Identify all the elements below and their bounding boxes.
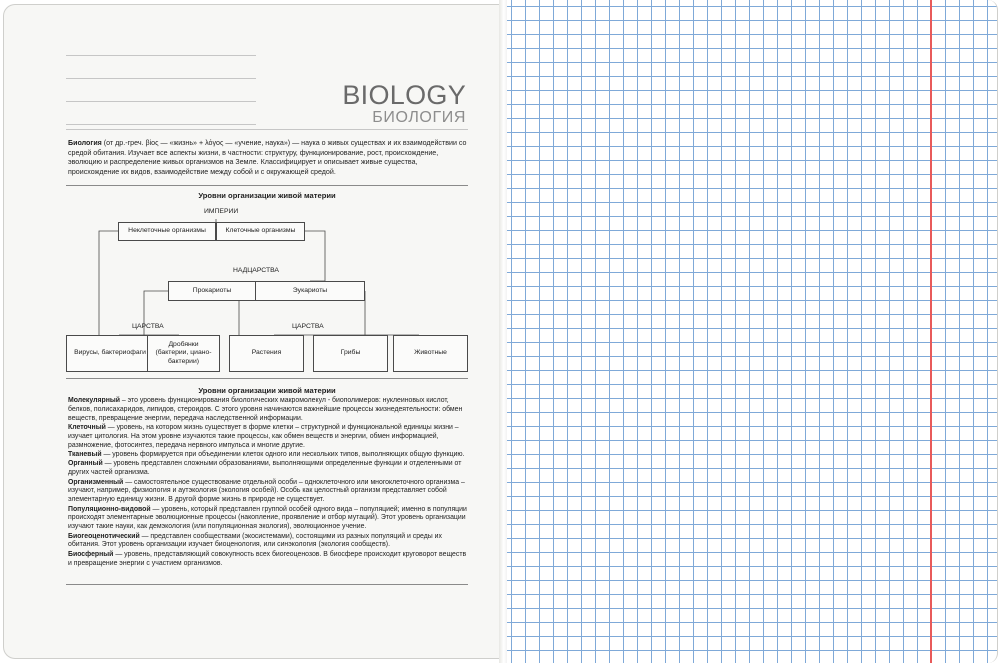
list-item bbox=[68, 451, 468, 460]
diagram-title: Уровни организации живой материи bbox=[198, 191, 336, 200]
kingdoms-label: ЦАРСТВА bbox=[132, 323, 164, 330]
title-en: BIOLOGY bbox=[342, 80, 466, 110]
level-term: Тканевый bbox=[68, 450, 102, 458]
intro-term: Биология bbox=[68, 139, 102, 147]
superkingdoms-label: НАДЦАРСТВА bbox=[233, 267, 279, 274]
title-ru: БИОЛОГИЯ bbox=[372, 109, 466, 126]
level-term: Клеточный bbox=[68, 423, 106, 431]
levels-list bbox=[68, 397, 468, 569]
list-item bbox=[68, 397, 468, 423]
superkingdom-box-prokaryotes: Прокариоты bbox=[168, 281, 256, 301]
kingdom-box-fungi: Грибы bbox=[313, 335, 388, 372]
level-text: — представлен сообществами (экосистемами), состоящими из разных популяций и среды их обитания. Этот уровень организации изучает биоценология, или синэкология (экология сообществ). bbox=[68, 532, 442, 549]
kingdom-box-viruses: Вирусы, бактериофаги bbox=[66, 335, 154, 372]
level-term: Организменный bbox=[68, 478, 124, 486]
level-text: — уровень формируется при объединении клеток одного или нескольких типов, выполняющих общую функцию. bbox=[101, 450, 465, 458]
section-divider bbox=[66, 584, 468, 585]
level-term: Биосферный bbox=[68, 550, 114, 558]
kingdom-box-bacteria: Дробянки (бактерии, циано-бактерии) bbox=[147, 335, 220, 372]
intro-text: (от др.-греч. βίος — «жизнь» + λόγος — «учение, наука») — наука о живых существах и их взаимодействии со средой обитания. Изучает все аспекты жизни, в частности: структуру, функционирование, рост, происхождение, эволюцию и распределение живых организмов на Земле. Классифицирует и описывает живые существа, происхождение их видов, взаимодействие между собой и с окружающей средой. bbox=[68, 139, 467, 176]
list-item bbox=[68, 460, 468, 478]
level-term: Молекулярный bbox=[68, 397, 120, 404]
superkingdom-box-eukaryotes: Эукариоты bbox=[255, 281, 365, 301]
level-text: — уровень, который представлен группой особей одного вида – популяцией; именно в популяции происходят элементарные эволюционные процессы (накопление, проявление и отбор мутаций). Этот уровень организации изучают такие науки, как демэкология (или популяционная экология), эволюционное учение. bbox=[68, 505, 467, 531]
level-term: Органный bbox=[68, 460, 103, 468]
section-divider bbox=[66, 378, 468, 379]
list-item bbox=[68, 551, 468, 569]
spine bbox=[499, 0, 507, 663]
empire-box-cellular: Клеточные организмы bbox=[216, 222, 305, 241]
list-item bbox=[68, 506, 468, 532]
empire-box-noncellular: Неклеточные организмы bbox=[118, 222, 216, 241]
list-item bbox=[68, 424, 468, 450]
level-text: — уровень представлен сложными образованиями, выполняющими определенные функции и отделенными от других частей организма. bbox=[68, 460, 462, 477]
kingdom-box-animals: Животные bbox=[393, 335, 468, 372]
level-text: — уровень, представляющий совокупность всех биогеоценозов. В биосфере происходит круговорот веществ и превращение энергии с участием организмов. bbox=[68, 550, 467, 567]
kingdom-box-plants: Растения bbox=[229, 335, 304, 372]
info-page bbox=[3, 4, 503, 659]
kingdoms-label: ЦАРСТВА bbox=[292, 323, 324, 330]
level-term: Биогеоценотический bbox=[68, 532, 140, 540]
empires-label: ИМПЕРИИ bbox=[204, 208, 239, 215]
level-text: — уровень, на котором жизнь существует в форме клетки – структурной и функциональной единицы жизни – изучает цитология. На этом уровне изучаются такие процессы, как обмен веществ и энергии, обмен информацией, размножение, фотосинтез, передача нервного импульса и многие другие. bbox=[68, 423, 459, 449]
grid-page bbox=[503, 0, 998, 663]
level-text: — самостоятельное существование отдельной особи – одноклеточного или многоклеточного организма – изучают, например, физиология и аутэкология (экология особей). Особь как целостный организм представляет собой элементарную единицу жизни. В другой форме жизнь в природе не существует. bbox=[68, 478, 465, 504]
level-text: – это уровень функционирования биологических макромолекул - биополимеров: нуклеиновых кислот, белков, полисахаридов, липидов, стероидов. С этого уровня начинаются важнейшие процессы жизнедеятельности: обмен веществ, превращение энергии, передача наследственной информации. bbox=[68, 397, 463, 422]
margin-line bbox=[930, 0, 932, 663]
list-item bbox=[68, 533, 468, 551]
levels-title: Уровни организации живой материи bbox=[198, 386, 336, 395]
list-item bbox=[68, 479, 468, 505]
level-term: Популяционно-видовой bbox=[68, 505, 151, 513]
